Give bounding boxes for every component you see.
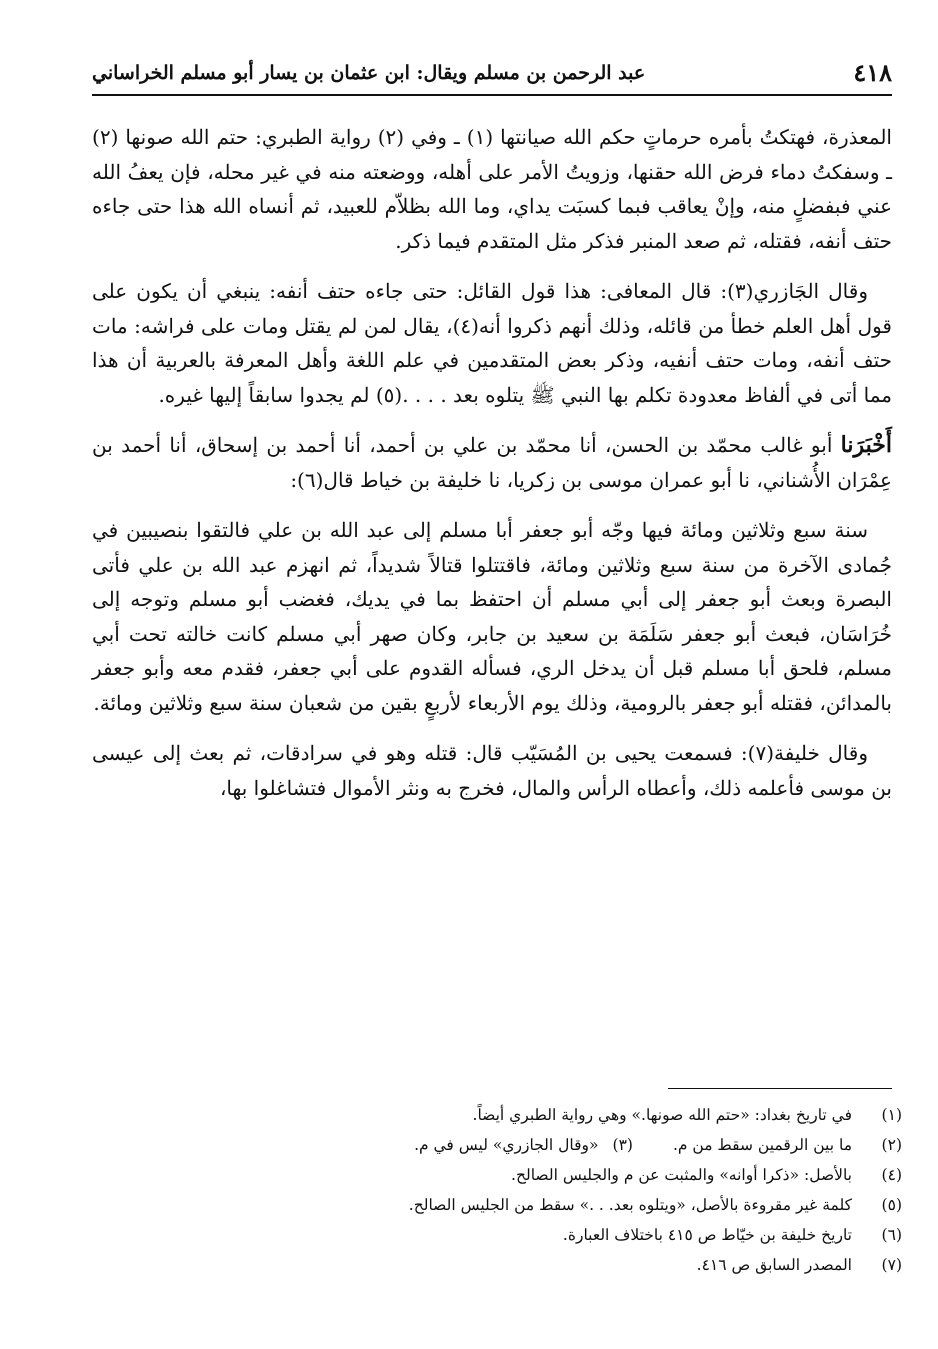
paragraph: وقال الجَازري(٣): قال المعافى: هذا قول القائل: حتى جاءه حتف أنفه: ينبغي أن يكون على قول أهل العلم خطأ من قائله، وذلك أنهم ذكروا أنه(٤)، يقال لمن لم يقتل ومات على فراشه: مات حتف أنفه، ومات حتف أنفيه، وذكر بعض المتقدمين في علم اللغة وأهل المعرفة بالعربية أن هذا مما أتى في ألفاظ معدودة تكلم بها النبي ﷺ يتلوه بعد . . . .(٥) لم يجدوا سابقاً إليها غيره.	[92, 279, 892, 407]
isnad-chain-end: أنا أحمد بن إسحاق، أنا أحمد بن عِمْرَان الأُشناني، نا أبو عمران موسى بن زكريا، نا خليفة بن خياط قال(٦):	[92, 433, 892, 492]
footnote-number: (٢)	[881, 1136, 902, 1154]
footnote	[92, 1220, 902, 1250]
footnote	[92, 1250, 902, 1280]
footnote	[92, 1100, 902, 1130]
footnote-text: ما بين الرقمين سقط من م.	[672, 1136, 852, 1154]
footnote-number: (٤)	[881, 1166, 902, 1184]
footnote	[92, 1190, 902, 1220]
footnote-number: (١)	[881, 1106, 902, 1124]
footnotes	[92, 1100, 902, 1280]
footnote-number: (٦)	[881, 1226, 902, 1244]
footnote-text: في تاريخ بغداد: «حتم الله صونها.» وهي رواية الطبري أيضاً.	[472, 1106, 852, 1124]
footnote-text: بالأصل: «ذكرا أوانه» والمثبت عن م والجليس الصالح.	[511, 1166, 852, 1184]
isnad-chain-start: أبو غالب محمّد بن الحسن، أنا محمّد بن علي بن أحمد،	[360, 433, 833, 457]
footnote-text: كلمة غير مقروءة بالأصل، «ويتلوه بعد. . .» سقط من الجليس الصالح.	[408, 1196, 852, 1214]
page-number: ٤١٨	[853, 58, 892, 87]
footnote-number: (٣)	[612, 1136, 633, 1154]
running-head: عبد الرحمن بن مسلم ويقال: ابن عثمان بن يسار أبو مسلم الخراساني	[92, 62, 646, 84]
footnote-text: تاريخ خليفة بن خيّاط ص ٤١٥ باختلاف العبارة.	[562, 1226, 852, 1244]
footnote	[92, 1130, 902, 1160]
main-text	[92, 120, 892, 821]
isnad-paragraph	[92, 428, 892, 497]
footnote	[92, 1160, 902, 1190]
footnote-number: (٧)	[881, 1256, 902, 1274]
paragraph: وقال خليفة(٧): فسمعت يحيى بن المُسَيّب قال: قتله وهو في سرادقات، ثم بعث إلى عيسى بن موسى فأعلمه ذلك، وأعطاه الرأس والمال، فخرج به ونثر الأموال فتشاغلوا بها،	[92, 741, 892, 800]
page-header	[92, 56, 892, 96]
footnote-number: (٥)	[881, 1196, 902, 1214]
akhbarana-word: أَخْبَرَنا	[840, 432, 892, 458]
footnote-text: «وقال الجازري» ليس في م.	[414, 1136, 599, 1154]
footnote-rule	[668, 1088, 892, 1089]
paragraph: المعذرة، فهتكتُ بأمره حرماتٍ حكم الله صيانتها (١) ـ وفي (٢) رواية الطبري: حتم الله صونها (٢) ـ وسفكتُ دماء فرض الله حقنها، وزويتُ الأمر على أهله، ووضعته منه في غير محله، فإن يعفُ الله عني فبفضلٍ منه، وإنْ يعاقب فبما كسبَت يداي، وما الله بظلاّم للعبيد، ثم أنساه الله هذا حتى جاءه حتف أنفه، فقتله، ثم صعد المنبر فذكر مثل المتقدم فيما ذكر.	[92, 125, 892, 253]
paragraph: سنة سبع وثلاثين ومائة فيها وجّه أبو جعفر أبا مسلم إلى عبد الله بن علي فالتقوا بنصيبين في جُمادى الآخرة من سنة سبع وثلاثين ومائة، فاقتتلوا قتالاً شديداً، ثم انهزم عبد الله بن علي فأتى البصرة وبعث أبو جعفر إلى أبي مسلم أن احتفظ بما في يديك، فغضب أبو مسلم وتوجه إلى خُرَاسَان، فبعث أبو جعفر سَلَمَة بن سعيد بن جابر، وكان صهر أبي مسلم كانت خالته تحت أبي مسلم، فلحق أبا مسلم قبل أن يدخل الري، فسأله القدوم على أبي جعفر، فقدم معه وأبو جعفر بالمدائن، فقتله أبو جعفر بالرومية، وذلك يوم الأربعاء لأربعٍ بقين من شعبان سنة سبع وثلاثين ومائة.	[92, 518, 892, 715]
footnote-text: المصدر السابق ص ٤١٦.	[696, 1256, 852, 1274]
header-rule	[92, 94, 892, 96]
